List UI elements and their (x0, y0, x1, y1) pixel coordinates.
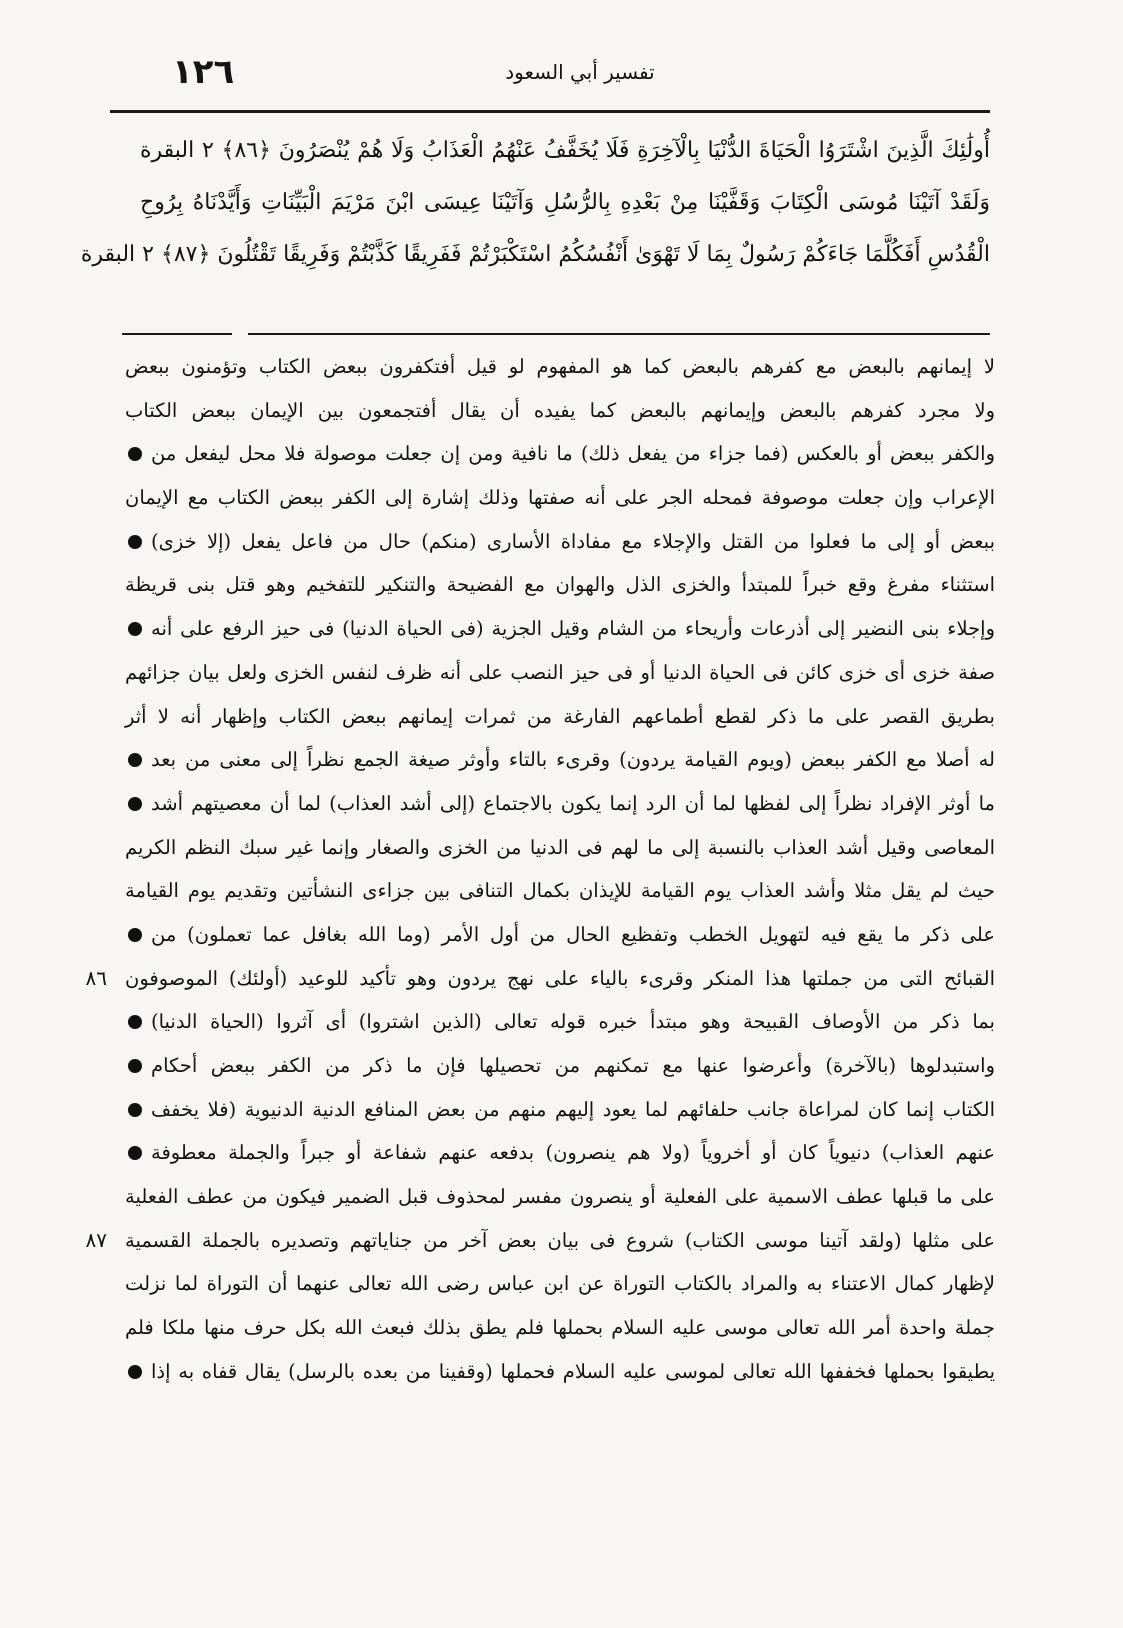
commentary-line (125, 695, 995, 739)
commentary-line (125, 1306, 995, 1350)
separator-rule (248, 333, 990, 335)
commentary-line-text: له أصلا مع الكفر ببعض (ويوم القيامة يردون) وقرىء بالتاء وأوثر صيغة الجمع نظراً إلى معنى من بعد (151, 748, 995, 772)
commentary-line-text: حيث لم يقل مثلا وأشد العذاب يوم القيامة للإيذان بكمال التنافى بين جزاءى النشأتين وتقديم يوم القيامة (125, 879, 995, 903)
commentary-line (125, 607, 995, 651)
quran-verses-block (80, 125, 990, 281)
commentary-line-text: المعاصى وقيل أشد العذاب بالنسبة إلى ما لهم فى الدنيا من الخزى والصغار وإنما غير سبك النظم الكريم (125, 835, 995, 859)
book-title: تفسير أبي السعود (505, 60, 655, 84)
verse-line: أُولَٰئِكَ الَّذِينَ اشْتَرَوُا الْحَيَاةَ الدُّنْيَا بِالْآخِرَةِ فَلَا يُخَفَّفُ عَنْهُمُ الْعَذَابُ وَلَا هُمْ يُنْصَرُونَ ﴿٨٦﴾ ٢ البقرة (140, 138, 990, 163)
commentary-line-text: ما أوثر الإفراد نظراً إلى لفظها لما أن الرد إنما يكون بالاجتماع (إلى أشد العذاب) لما أن معصيتهم أشد (151, 791, 995, 815)
commentary-line-text: على ما قبلها عطف الاسمية على الفعلية أو ينصرون مفسر لمحذوف قبل الضمير فيكون من عطف الفعلية (125, 1185, 995, 1209)
page-number: ١٢٦ (172, 52, 235, 92)
commentary-line (125, 826, 995, 870)
commentary-line (125, 913, 995, 957)
commentary-line-text: عنهم العذاب) دنيوياً كان أو أخروياً (ولا هم ينصرون) بدفعه عنهم شفاعة أو جبراً والجملة معطوفة (151, 1141, 995, 1165)
commentary-line (125, 345, 995, 389)
header-rule (110, 110, 990, 113)
commentary-line (125, 1131, 995, 1175)
commentary-line (125, 1175, 995, 1219)
verse-number-marker: ٨٦ (85, 965, 107, 990)
commentary-line (125, 520, 995, 564)
commentary-line-text: بطريق القصر على ما ذكر لقطع أطماعهم الفارغة من ثمرات إيمانهم ببعض الكتاب وإظهار أنه لا أثر (125, 704, 995, 728)
verse-line: وَلَقَدْ آتَيْنَا مُوسَى الْكِتَابَ وَقَفَّيْنَا مِنْ بَعْدِهِ بِالرُّسُلِ وَآتَيْنَا عِيسَى ابْنَ مَرْيَمَ الْبَيِّنَاتِ وَأَيَّدْنَاهُ بِرُوحِ (140, 190, 990, 215)
commentary-line-text: لإظهار كمال الاعتناء به والمراد بالكتاب التوراة عن ابن عباس رضى الله تعالى عنهما أن التوراة لما نزلت (125, 1272, 995, 1296)
commentary-line-text: على ذكر ما يقع فيه لتهويل الخطب وتفظيع الحال من أول الأمر (وما الله بغافل عما تعملون) من (151, 922, 995, 946)
commentary-line-text: ببعض أو إلى ما فعلوا من القتل والإجلاء مع مفاداة الأسارى (منكم) حال من فاعل يفعل (إلا خزى) (151, 529, 995, 553)
commentary-line (125, 651, 995, 695)
commentary-line-text: الكتاب إنما كان لمراعاة جانب حلفائهم لما يعود إليهم منهم من بعض المنافع الدنية الدنيوية (فلا يخفف (151, 1097, 995, 1121)
commentary-line (85, 957, 995, 1001)
commentary-line (125, 738, 995, 782)
commentary-line-text: يطيقوا بحملها فخففها الله تعالى لموسى عليه السلام فحملها (وقفينا من بعده بالرسل) يقال قفاه به إذا (151, 1359, 995, 1383)
commentary-line-text: وإجلاء بنى النضير إلى أذرعات وأريحاء من الشام وقيل الجزية (فى الحياة الدنيا) فى حيز الرفع على أنه (151, 617, 995, 641)
commentary-line (125, 563, 995, 607)
commentary-line (125, 1350, 995, 1394)
verse-number-marker: ٨٧ (85, 1227, 107, 1252)
commentary-line (125, 476, 995, 520)
commentary-line-text: ولا مجرد كفرهم بالبعض وإيمانهم بالبعض كما يفيده أن يقال أفتجمعون بين الإيمان ببعض الكتاب (125, 398, 995, 422)
separator-rule-short (122, 333, 232, 335)
commentary-line-text: لا إيمانهم بالبعض مع كفرهم بالبعض كما هو المفهوم لو قيل أفتكفرون ببعض الكتاب وتؤمنون ببعض (125, 355, 995, 378)
commentary-line-text: بما ذكر من الأوصاف القبيحة وهو مبتدأ خبره قوله تعالى (الذين اشتروا) أى آثروا (الحياة الدنيا) (151, 1010, 995, 1034)
verse-line: الْقُدُسِ أَفَكُلَّمَا جَاءَكُمْ رَسُولٌ بِمَا لَا تَهْوَىٰ أَنْفُسُكُمُ اسْتَكْبَرْتُمْ فَفَرِيقًا كَذَّبْتُمْ وَفَرِيقًا تَقْتُلُونَ ﴿٨٧﴾ ٢ البقرة (80, 242, 990, 267)
commentary-line (85, 1219, 995, 1263)
commentary-line-text: واستبدلوها (بالآخرة) وأعرضوا عنها مع تمكنهم من تحصيلها فإن ما ذكر من الكفر ببعض أحكام (151, 1054, 995, 1077)
commentary-line-text: الإعراب وإن جعلت موصوفة فمحله الجر على أنه صفتها وذلك إشارة إلى الكفر ببعض الكتاب مع الإيمان (125, 486, 995, 510)
commentary-line (125, 389, 995, 433)
commentary-text-block (85, 345, 995, 1394)
commentary-line-text: على مثلها (ولقد آتينا موسى الكتاب) شروع فى بيان بعض آخر من جناياتهم وتصديره بالجملة القسمية (125, 1228, 995, 1252)
commentary-line (125, 1044, 995, 1088)
commentary-line-text: استثناء مفرغ وقع خبراً للمبتدأ والخزى الذل والهوان مع الفضيحة والتنكير للتفخيم وهو قتل بنى قريظة (125, 573, 995, 597)
commentary-line (125, 432, 995, 476)
commentary-line (125, 1262, 995, 1306)
commentary-line-text: القبائح التى من جملتها هذا المنكر وقرىء بالياء على نهج يردون وهو تأكيد للوعيد (أولئك) الموصوفون (125, 966, 995, 990)
commentary-line (125, 869, 995, 913)
commentary-line-text: والكفر ببعض أو بالعكس (فما جزاء من يفعل ذلك) ما نافية ومن إن جعلت موصولة فلا محل ليفعل من (151, 442, 995, 466)
commentary-line (125, 1088, 995, 1132)
commentary-line (125, 1000, 995, 1044)
page-header (110, 52, 990, 102)
commentary-line-text: صفة خزى أى خزى كائن فى الحياة الدنيا أو فى حيز النصب على أنه ظرف لنفس الخزى ولعل بيان جزائهم (125, 660, 995, 684)
commentary-line-text: جملة واحدة أمر الله تعالى موسى عليه السلام بحملها فلم يطق بذلك فبعث الله بكل حرف منها ملكا فلم (125, 1316, 995, 1340)
commentary-line (125, 782, 995, 826)
